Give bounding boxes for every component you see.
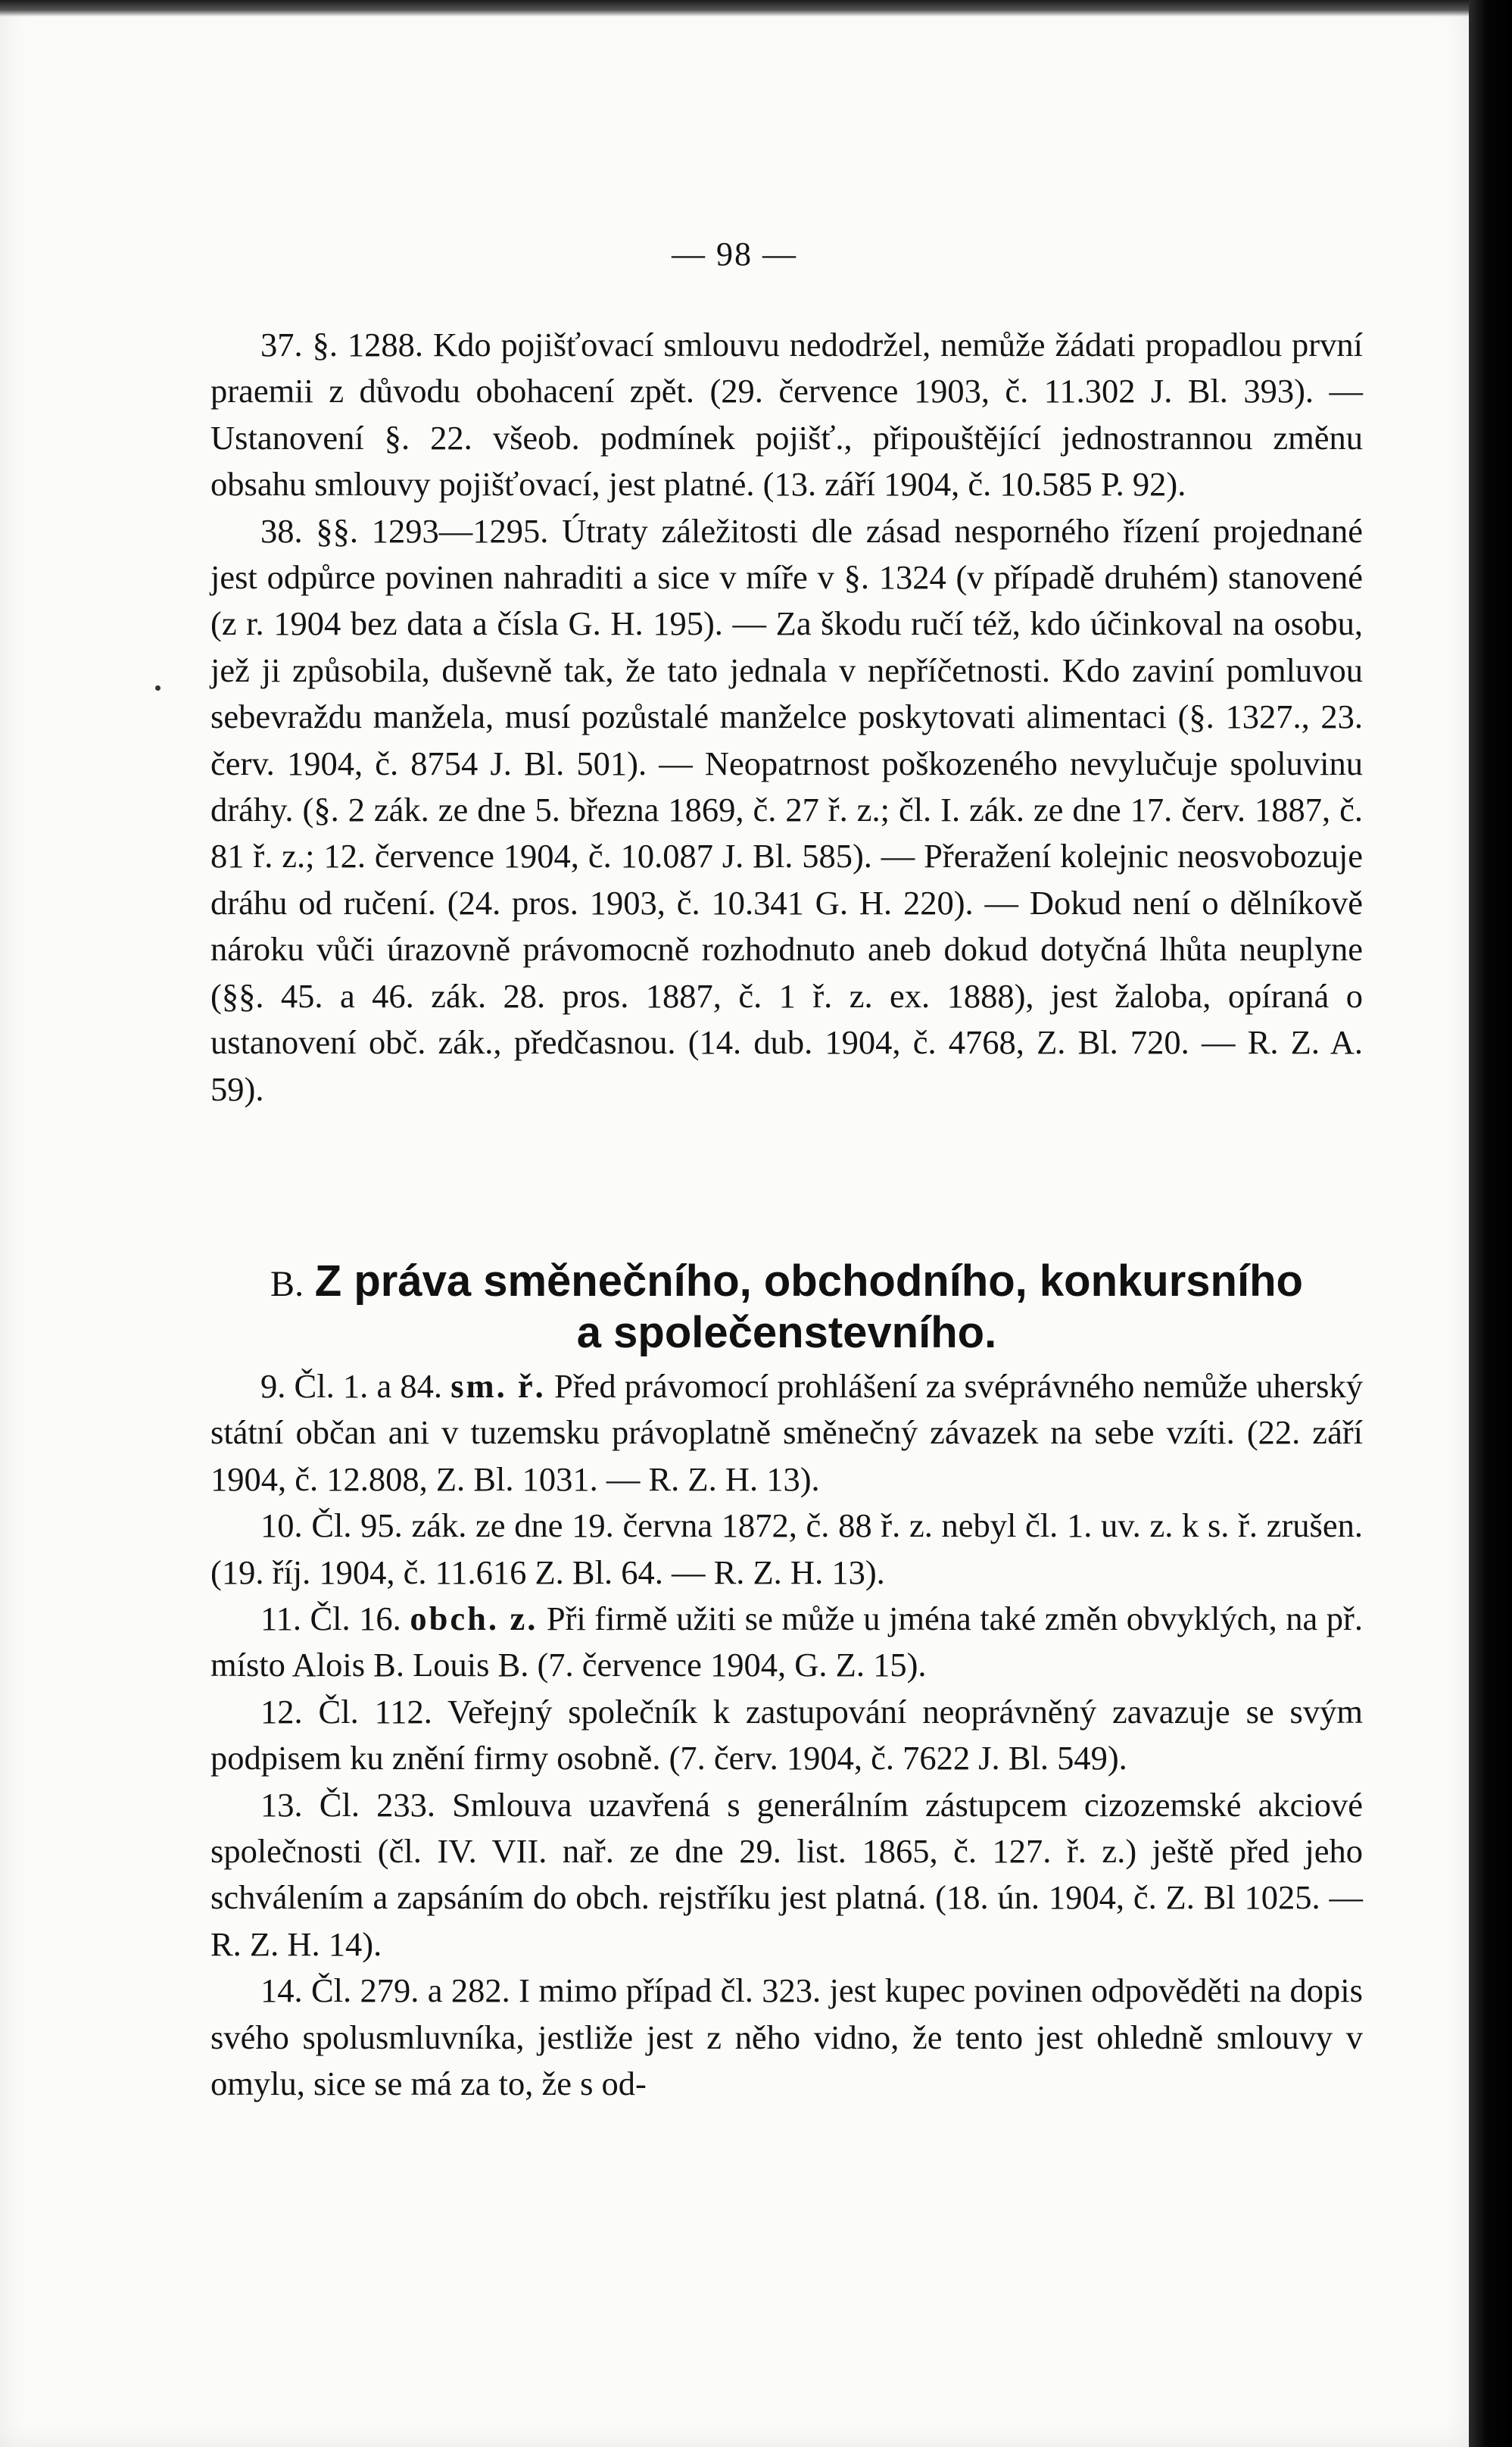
- p11-text: Při firmě užiti se může u jména také změn obvyklých, na př. místo Alois B. Louis B. (7. července 1904, G. Z. 15).: [210, 1600, 1363, 1684]
- scan-top-shadow: [0, 0, 1469, 17]
- paragraph-38: 38. §§. 1293—1295. Útraty záležitosti dle zásad nesporného řízení projednané jest odpůrce povinen nahraditi a sice v míře v §. 1324 (v případě druhém) stanovené (z r. 1904 bez data a čísla G. H. 195). — Za škodu ručí též, kdo účinkoval na osobu, jež ji způsobila, duševně tak, že tato jednala v nepříčetnosti. Kdo zaviní pomluvou sebevraždu manžela, musí pozůstalé manželce poskytovati alimentaci (§. 1327., 23. červ. 1904, č. 8754 J. Bl. 501). — Neopatrnost poškozeného nevylučuje spoluvinu dráhy. (§. 2 zák. ze dne 5. března 1869, č. 27 ř. z.; čl. I. zák. ze dne 17. červ. 1887, č. 81 ř. z.; 12. července 1904, č. 10.087 J. Bl. 585). — Přeražení kolejnic neosvobozuje dráhu od ručení. (24. pros. 1903, č. 10.341 G. H. 220). — Dokud není o dělníkově nároku vůči úrazovně právomocně rozhodnuto aneb dokud dotyčná lhůta neuplyne (§§. 45. a 46. zák. 28. pros. 1887, č. 1 ř. z. ex. 1888), jest žaloba, opíraná o ustanovení obč. zák., předčasnou. (14. dub. 1904, č. 4768, Z. Bl. 720. — R. Z. A. 59).: [210, 511, 1363, 1108]
- heading-line-2: a společenstevního.: [576, 1308, 997, 1357]
- p9-law: sm. ř.: [450, 1367, 546, 1405]
- section-a: [210, 322, 1363, 1113]
- speck: [155, 685, 161, 691]
- p9-number: 9. Čl. 1. a 84.: [260, 1367, 443, 1405]
- heading-title-1: Z práva směnečního, obchodního, konkursního: [314, 1256, 1303, 1306]
- p11-number: 11. Čl. 16.: [260, 1600, 401, 1638]
- paragraph-9: [210, 1363, 1363, 1503]
- section-heading: [210, 1257, 1363, 1357]
- paragraph-11: [210, 1596, 1363, 1689]
- p11-law: obch. z.: [410, 1600, 538, 1638]
- paragraph-14: 14. Čl. 279. a 282. I mimo případ čl. 323. jest kupec povinen odpověděti na dopis svého spolusmluvníka, jestliže jest z něho vidno, že tento jest ohledně smlouvy v omylu, sice se má za to, že s od-: [210, 1971, 1363, 2103]
- section-b: [210, 1363, 1363, 2108]
- scan-edge: [1469, 0, 1512, 2447]
- heading-letter: B.: [270, 1264, 304, 1304]
- page-number: — 98 —: [672, 236, 797, 273]
- paragraph-13: 13. Čl. 233. Smlouva uzavřená s generálním zástupcem cizozemské akciové společnosti (čl. IV. VII. nař. ze dne 29. list. 1865, č. 127. ř. z.) ještě před jeho schválením a zapsáním do obch. rejstříku jest platná. (18. ún. 1904, č. Z. Bl 1025. — R. Z. H. 14).: [210, 1785, 1363, 1963]
- paragraph-10: 10. Čl. 95. zák. ze dne 19. června 1872, č. 88 ř. z. nebyl čl. 1. uv. z. k s. ř. zrušen. (19. říj. 1904, č. 11.616 Z. Bl. 64. — R. Z. H. 13).: [210, 1506, 1363, 1591]
- heading-line-1: [210, 1257, 1363, 1309]
- paragraph-37: 37. §. 1288. Kdo pojišťovací smlouvu nedodržel, nemůže žádati propadlou první praemii z důvodu obohacení zpět. (29. července 1903, č. 11.302 J. Bl. 393). — Ustanovení §. 22. všeob. podmínek pojišť., připouštějící jednostrannou změnu obsahu smlouvy pojišťovací, jest platné. (13. září 1904, č. 10.585 P. 92).: [210, 326, 1363, 504]
- paragraph-12: 12. Čl. 112. Veřejný společník k zastupování neoprávněný zavazuje se svým podpisem ku znění firmy osobně. (7. červ. 1904, č. 7622 J. Bl. 549).: [210, 1692, 1363, 1778]
- p9-text: Před právomocí prohlášení za svéprávného nemůže uherský státní občan ani v tuzemsku právoplatně směnečný závazek na sebe vzíti. (22. září 1904, č. 12.808, Z. Bl. 1031. — R. Z. H. 13).: [210, 1367, 1363, 1498]
